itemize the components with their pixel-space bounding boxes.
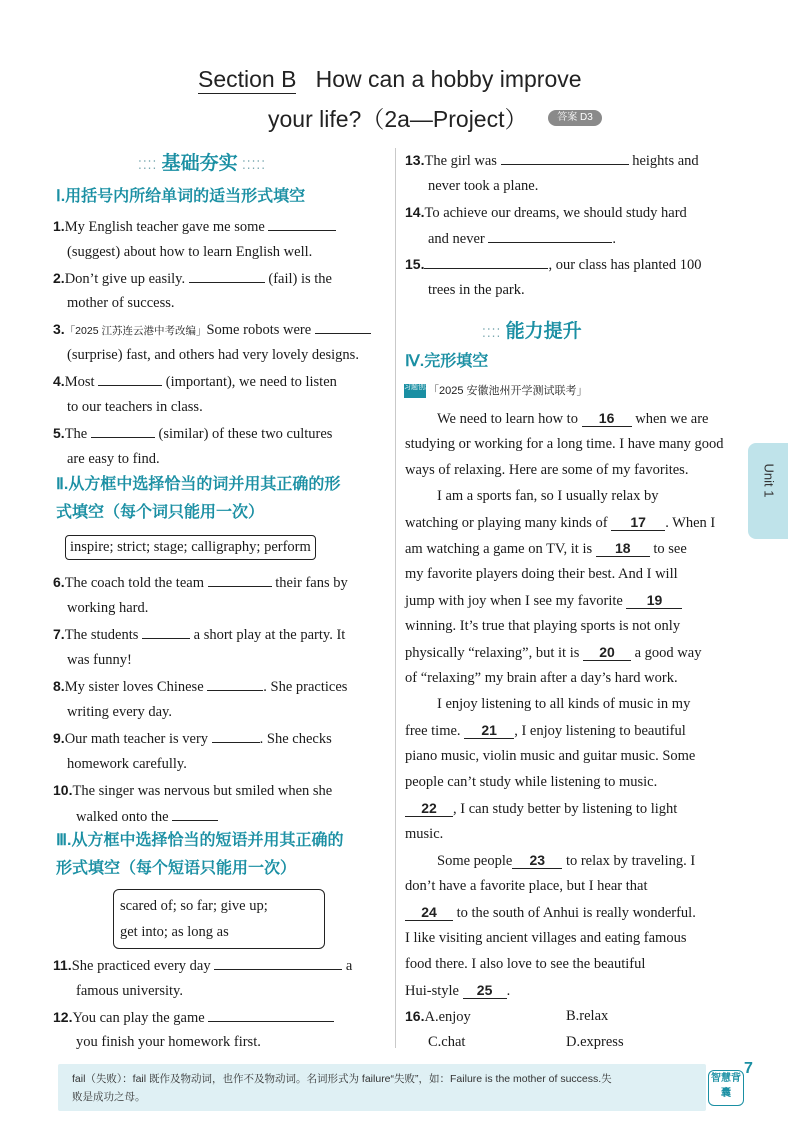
cloze-blank[interactable]: 24	[405, 904, 453, 921]
q14-line1: 14.To achieve our dreams, we should study hard	[405, 204, 687, 221]
section-title	[198, 66, 582, 93]
passage-line: I like visiting ancient villages and eating famous	[405, 930, 687, 946]
part4-title: Ⅳ.完形填空	[405, 353, 489, 370]
passage-line: I enjoy listening to all kinds of music in my	[437, 696, 691, 712]
q11-line1: 11.She practiced every day a	[53, 957, 353, 974]
q7-line1: 7.The students a short play at the party. It	[53, 626, 346, 643]
passage-line: ways of relaxing. Here are some of my favorites.	[405, 462, 689, 478]
wisdom-logo: 智慧背囊	[708, 1070, 744, 1106]
q3-line1: 3.「2025 江苏连云港中考改编」Some robots were	[53, 321, 371, 339]
q5-line2: are easy to find.	[67, 451, 160, 467]
phrase-box	[113, 889, 325, 949]
q15-line1: 15. , our class has planted 100	[405, 256, 702, 273]
part2-title-1: Ⅱ.从方框中选择恰当的词并用其正确的形	[56, 476, 341, 493]
cloze-blank[interactable]: 20	[583, 644, 631, 661]
q1-line2: (suggest) about how to learn English well.	[67, 244, 313, 260]
dots-icon: ⁚⁚⁚⁚	[482, 326, 506, 340]
answer-blank[interactable]	[208, 1009, 334, 1022]
answer-blank[interactable]	[268, 218, 336, 231]
q4-line1: 4.Most (important), we need to listen	[53, 373, 337, 390]
q6-line2: working hard.	[67, 600, 149, 616]
cloze-blank[interactable]: 16	[582, 410, 632, 427]
heading-basic: ⁚⁚⁚⁚ 基础夯实 ⁚⁚⁚⁚⁚	[138, 153, 267, 174]
q3-line2: (surprise) fast, and others had very lovely designs.	[67, 347, 359, 363]
dots-icon: ⁚⁚⁚⁚	[138, 158, 162, 172]
answer-blank[interactable]	[424, 256, 548, 269]
q3-source: 「2025 江苏连云港中考改编」	[64, 325, 207, 337]
passage-line: of “relaxing” my brain after a day’s hard work.	[405, 670, 678, 686]
part2-title-2: 式填空（每个词只能用一次）	[56, 504, 265, 521]
part1-title: Ⅰ.用括号内所给单词的适当形式填空	[56, 188, 306, 205]
passage-line: food there. I also love to see the beautiful	[405, 956, 646, 972]
cloze-blank[interactable]: 19	[626, 592, 682, 609]
passage-line: don’t have a favorite place, but I hear that	[405, 878, 648, 894]
passage-line: winning. It’s true that playing sports is not only	[405, 618, 681, 634]
passage-line: people can’t study while listening to music.	[405, 774, 658, 790]
q7-line2: was funny!	[67, 652, 132, 668]
q2-line2: mother of success.	[67, 295, 175, 311]
answer-blank[interactable]	[208, 574, 272, 587]
q13-line1: 13.The girl was heights and	[405, 152, 699, 169]
answer-blank[interactable]	[207, 678, 263, 691]
q10-line2: walked onto the	[76, 808, 218, 826]
q8-line2: writing every day.	[67, 704, 172, 720]
footer-note	[72, 1070, 712, 1106]
cloze-blank[interactable]: 17	[611, 514, 665, 531]
q8-line1: 8.My sister loves Chinese . She practices	[53, 678, 348, 695]
option-row: 16.A.enjoy	[405, 1008, 471, 1025]
answer-blank[interactable]	[315, 321, 371, 334]
phrase-box-line2: get into; as long as	[120, 924, 229, 940]
answer-blank[interactable]	[488, 230, 612, 243]
q9-line2: homework carefully.	[67, 756, 187, 772]
footer-line2: 败是成功之母。	[72, 1091, 146, 1103]
q15-line2: trees in the park.	[428, 282, 525, 298]
answer-blank[interactable]	[189, 270, 265, 283]
option-c[interactable]: C.chat	[428, 1034, 466, 1050]
answer-blank[interactable]	[214, 957, 342, 970]
dots-icon: ⁚⁚⁚⁚⁚	[237, 158, 267, 172]
section-label: Section B	[198, 66, 297, 92]
q14-line2: and never .	[428, 231, 617, 247]
passage-line: Hui-style 25 .	[405, 982, 511, 999]
tag-icon: 习题创新	[404, 384, 426, 398]
passage-line: I am a sports fan, so I usually relax by	[437, 488, 659, 504]
q2-line1: 2.Don’t give up easily. (fail) is the	[53, 270, 332, 287]
passage-line: my favorite players doing their best. And I will	[405, 566, 678, 582]
cloze-blank[interactable]: 23	[512, 852, 562, 869]
passage-line: 24 to the south of Anhui is really wonderful.	[405, 904, 696, 922]
passage-line: jump with joy when I see my favorite 19	[405, 592, 682, 610]
answer-blank[interactable]	[212, 730, 260, 743]
answer-blank[interactable]	[91, 425, 155, 438]
q9-line1: 9.Our math teacher is very . She checks	[53, 730, 332, 747]
passage-line: physically “relaxing”, but it is 20 a good way	[405, 644, 702, 661]
q6-line1: 6.The coach told the team their fans by	[53, 574, 348, 591]
passage-line: free time. 21 , I enjoy listening to beautiful	[405, 722, 686, 739]
cloze-blank[interactable]: 21	[464, 722, 514, 739]
heading-advanced: ⁚⁚⁚⁚ 能力提升	[482, 321, 582, 342]
phrase-box-line1: scared of; so far; give up;	[120, 898, 268, 914]
q13-line2: never took a plane.	[428, 178, 539, 194]
unit-side-tab	[748, 443, 788, 539]
page-number: 7	[744, 1060, 753, 1077]
q10-line1: 10.The singer was nervous but smiled when she	[53, 782, 333, 799]
passage-line: studying or working for a long time. I have many good	[405, 436, 724, 452]
q4-line2: to our teachers in class.	[67, 399, 203, 415]
part3-title-1: Ⅲ.从方框中选择恰当的短语并用其正确的	[56, 832, 344, 849]
passage-line: music.	[405, 826, 444, 842]
q12-line1: 12.You can play the game	[53, 1009, 334, 1027]
q5-line1: 5.The (similar) of these two cultures	[53, 425, 333, 442]
passage-line: We need to learn how to 16 when we are	[437, 410, 709, 427]
q12-line2: you finish your homework first.	[76, 1034, 261, 1050]
cloze-blank[interactable]: 22	[405, 800, 453, 817]
q1-line1: 1.My English teacher gave me some	[53, 218, 336, 236]
passage-source: 习题创新「2025 安徽池州开学测试联考」	[404, 384, 588, 397]
answer-blank[interactable]	[98, 373, 162, 386]
footer-line1: fail（失败）：fail 既作及物动词，也作不及物动词。名词形式为 failure“失败”，如：Failure is the mother of success.失	[72, 1073, 612, 1085]
word-box: inspire; strict; stage; calligraphy; perform	[65, 535, 316, 560]
answer-blank[interactable]	[172, 808, 218, 821]
answer-badge: 答案 D3	[548, 110, 602, 126]
title-line2: your life?（2a—Project）	[268, 106, 528, 132]
cloze-blank[interactable]: 25	[463, 982, 507, 999]
q11-line2: famous university.	[76, 983, 183, 999]
unit-label: Unit 1	[761, 463, 777, 498]
column-divider	[395, 148, 396, 1048]
passage-line: Some people 23 to relax by traveling. I	[437, 852, 696, 869]
cloze-blank[interactable]: 18	[596, 540, 650, 557]
answer-blank[interactable]	[142, 626, 190, 639]
passage-line: piano music, violin music and guitar music. Some	[405, 748, 696, 764]
answer-blank[interactable]	[501, 152, 629, 165]
option-d[interactable]: D.express	[566, 1034, 624, 1050]
passage-line: 22 , I can study better by listening to light	[405, 800, 677, 818]
option-a[interactable]: A.enjoy	[424, 1009, 471, 1025]
passage-line: am watching a game on TV, it is 18 to see	[405, 540, 687, 557]
passage-line: watching or playing many kinds of 17 . When I	[405, 514, 716, 531]
title-line1: How can a hobby improve	[315, 66, 582, 92]
part3-title-2: 形式填空（每个短语只能用一次）	[56, 860, 297, 877]
option-b[interactable]: B.relax	[566, 1008, 609, 1024]
